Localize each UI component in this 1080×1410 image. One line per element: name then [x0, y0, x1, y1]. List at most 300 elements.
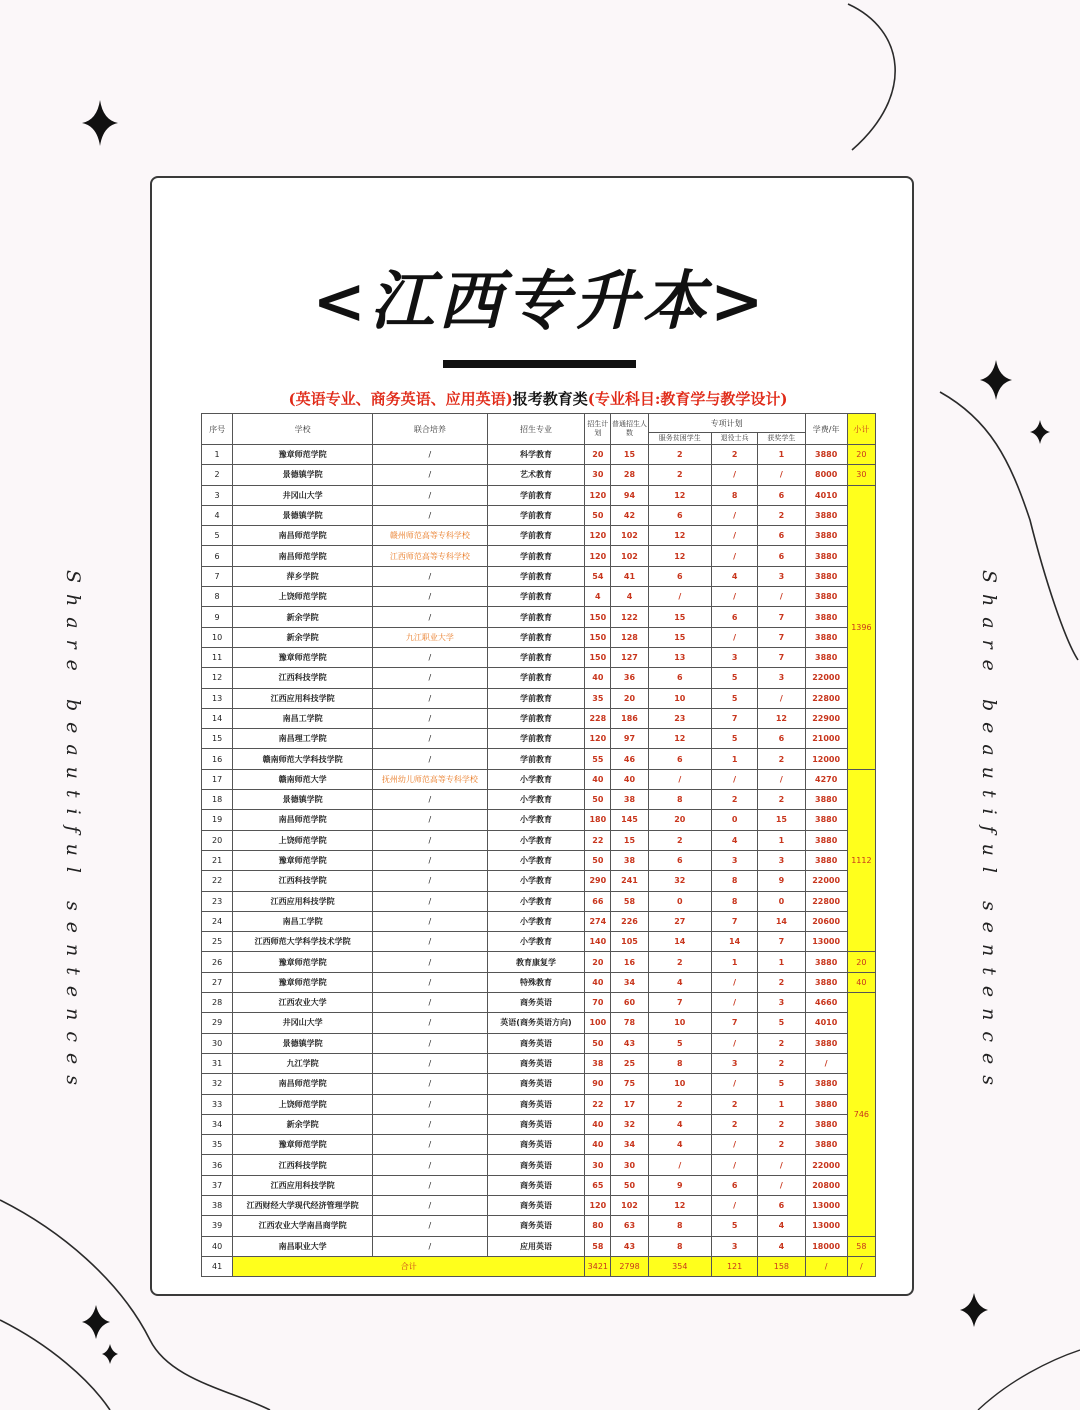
row-joint: 抚州幼儿师范高等专科学校	[373, 769, 488, 789]
row-sub1: 9	[648, 1175, 711, 1195]
row-major: 商务英语	[487, 1135, 585, 1155]
table-row	[202, 850, 876, 870]
row-school: 江西农业大学	[233, 993, 373, 1013]
row-sub3: 14	[758, 911, 805, 931]
row-plan: 65	[585, 1175, 611, 1195]
total-index: 41	[202, 1256, 233, 1276]
row-tuition: 3880	[805, 566, 847, 586]
row-tuition: 22000	[805, 1155, 847, 1175]
row-school: 南昌工学院	[233, 911, 373, 931]
row-school: 南昌工学院	[233, 708, 373, 728]
row-sub3: 6	[758, 1195, 805, 1215]
row-tuition: 3880	[805, 972, 847, 992]
row-plan: 40	[585, 1114, 611, 1134]
table-body	[202, 445, 876, 1277]
row-school: 江西科技学院	[233, 668, 373, 688]
row-sub3: 1	[758, 1094, 805, 1114]
table-row	[202, 1216, 876, 1236]
row-normal: 226	[611, 911, 648, 931]
row-major: 科学教育	[487, 445, 585, 465]
row-sub2: 2	[711, 445, 757, 465]
row-normal: 78	[611, 1013, 648, 1033]
row-major: 小学教育	[487, 871, 585, 891]
row-school: 萍乡学院	[233, 566, 373, 586]
row-sub2: 3	[711, 647, 757, 667]
row-tuition: 22000	[805, 871, 847, 891]
row-normal: 43	[611, 1236, 648, 1256]
row-tuition: 3880	[805, 790, 847, 810]
row-sub2: 8	[711, 891, 757, 911]
row-tuition: 3880	[805, 810, 847, 830]
row-sub1: 8	[648, 790, 711, 810]
sparkle-icon	[82, 100, 118, 146]
row-joint: /	[373, 505, 488, 525]
row-normal: 15	[611, 830, 648, 850]
row-sub1: 8	[648, 1053, 711, 1073]
row-sub1: 10	[648, 1074, 711, 1094]
row-sub3: 6	[758, 546, 805, 566]
row-sub2: 4	[711, 566, 757, 586]
row-index: 8	[202, 587, 233, 607]
row-normal: 41	[611, 566, 648, 586]
row-sub1: 13	[648, 647, 711, 667]
row-sub3: 12	[758, 708, 805, 728]
table-row	[202, 465, 876, 485]
row-normal: 241	[611, 871, 648, 891]
row-tuition: 3880	[805, 1074, 847, 1094]
row-index: 3	[202, 485, 233, 505]
row-plan: 30	[585, 465, 611, 485]
row-tuition: 8000	[805, 465, 847, 485]
row-sub3: 2	[758, 505, 805, 525]
row-joint: /	[373, 445, 488, 465]
row-plan: 30	[585, 1155, 611, 1175]
table-row	[202, 1155, 876, 1175]
table-row	[202, 1236, 876, 1256]
row-sub3: 6	[758, 526, 805, 546]
subtitle-middle: 报考教育类	[512, 390, 588, 408]
row-normal: 60	[611, 993, 648, 1013]
header-school: 学校	[233, 414, 373, 445]
row-sub2: /	[711, 587, 757, 607]
row-school: 南昌师范学院	[233, 546, 373, 566]
row-sub2: /	[711, 546, 757, 566]
row-index: 27	[202, 972, 233, 992]
row-sub3: /	[758, 769, 805, 789]
row-sub1: 2	[648, 830, 711, 850]
row-plan: 120	[585, 1195, 611, 1215]
header-major: 招生专业	[487, 414, 585, 445]
row-school: 南昌职业大学	[233, 1236, 373, 1256]
row-sub1: 6	[648, 566, 711, 586]
header-special: 专项计划	[648, 414, 805, 433]
row-tuition: 3880	[805, 1033, 847, 1053]
row-major: 商务英语	[487, 1033, 585, 1053]
row-plan: 140	[585, 932, 611, 952]
total-tuition: /	[805, 1256, 847, 1276]
row-sub3: 6	[758, 729, 805, 749]
row-plan: 58	[585, 1236, 611, 1256]
row-sub1: 2	[648, 465, 711, 485]
row-sub2: /	[711, 769, 757, 789]
sparkle-icon	[960, 1293, 988, 1327]
row-sub2: 2	[711, 1114, 757, 1134]
row-sub1: 12	[648, 485, 711, 505]
row-sub1: 12	[648, 546, 711, 566]
row-subtotal: 30	[847, 465, 875, 485]
row-sub3: 0	[758, 891, 805, 911]
row-tuition: 3880	[805, 587, 847, 607]
row-joint: /	[373, 1094, 488, 1114]
row-tuition: 13000	[805, 1195, 847, 1215]
row-major: 特殊教育	[487, 972, 585, 992]
row-subtotal: 746	[847, 993, 875, 1237]
header-subtotal: 小计	[847, 414, 875, 445]
row-normal: 16	[611, 952, 648, 972]
table-row	[202, 729, 876, 749]
row-sub2: 14	[711, 932, 757, 952]
table-row	[202, 932, 876, 952]
row-sub2: 5	[711, 688, 757, 708]
row-major: 商务英语	[487, 1216, 585, 1236]
row-index: 7	[202, 566, 233, 586]
row-normal: 50	[611, 1175, 648, 1195]
row-major: 小学教育	[487, 830, 585, 850]
row-sub3: 2	[758, 1114, 805, 1134]
row-normal: 34	[611, 972, 648, 992]
row-tuition: 13000	[805, 932, 847, 952]
table-row	[202, 810, 876, 830]
row-school: 豫章师范学院	[233, 445, 373, 465]
row-normal: 145	[611, 810, 648, 830]
row-sub1: 20	[648, 810, 711, 830]
row-sub1: /	[648, 769, 711, 789]
row-sub3: 9	[758, 871, 805, 891]
row-school: 赣南师范大学	[233, 769, 373, 789]
row-joint: /	[373, 790, 488, 810]
row-major: 商务英语	[487, 1053, 585, 1073]
row-joint: /	[373, 647, 488, 667]
header-sub2: 退役士兵	[711, 433, 757, 445]
row-major: 学前教育	[487, 526, 585, 546]
row-major: 学前教育	[487, 627, 585, 647]
row-index: 1	[202, 445, 233, 465]
row-sub2: 5	[711, 1216, 757, 1236]
row-school: 南昌师范学院	[233, 526, 373, 546]
row-sub2: 1	[711, 952, 757, 972]
row-normal: 28	[611, 465, 648, 485]
row-plan: 150	[585, 627, 611, 647]
row-sub2: 8	[711, 871, 757, 891]
row-index: 18	[202, 790, 233, 810]
row-sub3: 7	[758, 647, 805, 667]
row-index: 28	[202, 993, 233, 1013]
row-school: 江西应用科技学院	[233, 891, 373, 911]
row-tuition: 22800	[805, 891, 847, 911]
row-sub1: 12	[648, 1195, 711, 1215]
row-school: 江西科技学院	[233, 871, 373, 891]
row-joint: /	[373, 1135, 488, 1155]
row-sub3: 1	[758, 952, 805, 972]
row-major: 学前教育	[487, 647, 585, 667]
row-normal: 15	[611, 445, 648, 465]
row-sub1: 23	[648, 708, 711, 728]
row-sub2: /	[711, 526, 757, 546]
row-tuition: 20800	[805, 1175, 847, 1195]
row-tuition: 3880	[805, 830, 847, 850]
row-school: 新余学院	[233, 1114, 373, 1134]
row-major: 小学教育	[487, 810, 585, 830]
row-tuition: 13000	[805, 1216, 847, 1236]
row-school: 景德镇学院	[233, 505, 373, 525]
row-major: 学前教育	[487, 668, 585, 688]
row-major: 小学教育	[487, 769, 585, 789]
row-major: 学前教育	[487, 749, 585, 769]
row-school: 南昌理工学院	[233, 729, 373, 749]
row-sub3: 5	[758, 1074, 805, 1094]
row-plan: 120	[585, 526, 611, 546]
row-tuition: 4010	[805, 485, 847, 505]
row-sub1: 8	[648, 1216, 711, 1236]
row-sub2: 8	[711, 485, 757, 505]
table-row	[202, 1013, 876, 1033]
row-index: 12	[202, 668, 233, 688]
table-row	[202, 1175, 876, 1195]
table-row	[202, 526, 876, 546]
row-major: 小学教育	[487, 932, 585, 952]
row-sub1: 4	[648, 1135, 711, 1155]
row-major: 商务英语	[487, 1175, 585, 1195]
row-index: 29	[202, 1013, 233, 1033]
row-plan: 50	[585, 1033, 611, 1053]
row-school: 井冈山大学	[233, 1013, 373, 1033]
row-subtotal: 1112	[847, 769, 875, 952]
row-plan: 180	[585, 810, 611, 830]
header-joint: 联合培养	[373, 414, 488, 445]
row-sub1: 5	[648, 1033, 711, 1053]
row-sub2: /	[711, 1135, 757, 1155]
row-plan: 120	[585, 485, 611, 505]
sparkle-icon	[1030, 420, 1050, 444]
row-major: 英语(商务英语方向)	[487, 1013, 585, 1033]
row-plan: 40	[585, 972, 611, 992]
row-sub2: 7	[711, 911, 757, 931]
row-tuition: 3880	[805, 505, 847, 525]
row-normal: 34	[611, 1135, 648, 1155]
row-school: 井冈山大学	[233, 485, 373, 505]
row-plan: 120	[585, 546, 611, 566]
row-normal: 36	[611, 668, 648, 688]
table-row	[202, 587, 876, 607]
sparkle-icon	[82, 1305, 110, 1339]
row-sub3: /	[758, 1175, 805, 1195]
row-normal: 128	[611, 627, 648, 647]
row-sub2: 5	[711, 668, 757, 688]
table-row	[202, 830, 876, 850]
row-plan: 20	[585, 952, 611, 972]
row-major: 小学教育	[487, 790, 585, 810]
row-school: 江西农业大学南昌商学院	[233, 1216, 373, 1236]
row-tuition: 3880	[805, 647, 847, 667]
row-joint: /	[373, 1236, 488, 1256]
row-school: 豫章师范学院	[233, 850, 373, 870]
row-sub1: 4	[648, 1114, 711, 1134]
row-school: 豫章师范学院	[233, 1135, 373, 1155]
row-major: 商务英语	[487, 993, 585, 1013]
row-sub3: 3	[758, 993, 805, 1013]
row-sub2: /	[711, 1155, 757, 1175]
row-major: 学前教育	[487, 485, 585, 505]
row-joint: /	[373, 850, 488, 870]
table-row	[202, 566, 876, 586]
row-index: 17	[202, 769, 233, 789]
row-normal: 42	[611, 505, 648, 525]
table-row	[202, 891, 876, 911]
table-row	[202, 1094, 876, 1114]
row-index: 38	[202, 1195, 233, 1215]
row-plan: 50	[585, 505, 611, 525]
row-index: 2	[202, 465, 233, 485]
row-plan: 70	[585, 993, 611, 1013]
row-sub2: /	[711, 993, 757, 1013]
row-tuition: 3880	[805, 445, 847, 465]
row-tuition: 3880	[805, 1135, 847, 1155]
row-joint: /	[373, 1074, 488, 1094]
row-plan: 150	[585, 607, 611, 627]
row-sub2: 2	[711, 790, 757, 810]
row-plan: 54	[585, 566, 611, 586]
row-sub2: /	[711, 505, 757, 525]
row-major: 学前教育	[487, 546, 585, 566]
row-joint: /	[373, 1053, 488, 1073]
row-tuition: 4010	[805, 1013, 847, 1033]
row-sub3: 7	[758, 932, 805, 952]
table-row	[202, 1114, 876, 1134]
row-sub3: 3	[758, 566, 805, 586]
row-sub2: /	[711, 1074, 757, 1094]
row-sub2: 3	[711, 850, 757, 870]
header-normal: 普通招生人数	[611, 414, 648, 445]
table-row	[202, 647, 876, 667]
table-row	[202, 972, 876, 992]
table-row	[202, 769, 876, 789]
row-school: 新余学院	[233, 607, 373, 627]
row-index: 26	[202, 952, 233, 972]
row-tuition: 22800	[805, 688, 847, 708]
row-plan: 20	[585, 445, 611, 465]
row-sub3: /	[758, 465, 805, 485]
row-index: 6	[202, 546, 233, 566]
row-index: 39	[202, 1216, 233, 1236]
row-sub2: /	[711, 465, 757, 485]
row-tuition: 3880	[805, 627, 847, 647]
table-row	[202, 1135, 876, 1155]
row-joint: /	[373, 587, 488, 607]
subtitle-suffix: (专业科目:教育学与教学设计)	[587, 390, 788, 408]
row-sub2: 7	[711, 1013, 757, 1033]
row-school: 江西应用科技学院	[233, 688, 373, 708]
row-index: 37	[202, 1175, 233, 1195]
row-tuition: 4660	[805, 993, 847, 1013]
row-sub1: 6	[648, 749, 711, 769]
row-tuition: 22900	[805, 708, 847, 728]
row-plan: 4	[585, 587, 611, 607]
table-row	[202, 1195, 876, 1215]
row-sub3: 2	[758, 790, 805, 810]
row-school: 新余学院	[233, 627, 373, 647]
table-row	[202, 952, 876, 972]
row-plan: 66	[585, 891, 611, 911]
table-row	[202, 871, 876, 891]
row-index: 25	[202, 932, 233, 952]
row-school: 江西科技学院	[233, 1155, 373, 1175]
row-index: 35	[202, 1135, 233, 1155]
row-sub1: 12	[648, 729, 711, 749]
row-sub1: 6	[648, 505, 711, 525]
row-tuition: 3880	[805, 546, 847, 566]
row-sub2: /	[711, 627, 757, 647]
row-normal: 58	[611, 891, 648, 911]
row-plan: 22	[585, 830, 611, 850]
row-index: 14	[202, 708, 233, 728]
row-sub2: 4	[711, 830, 757, 850]
title-underline	[443, 360, 636, 368]
row-joint: /	[373, 810, 488, 830]
row-joint: 江西师范高等专科学校	[373, 546, 488, 566]
header-sub3: 获奖学生	[758, 433, 805, 445]
row-school: 上饶师范学院	[233, 1094, 373, 1114]
row-plan: 80	[585, 1216, 611, 1236]
row-joint: /	[373, 871, 488, 891]
row-plan: 50	[585, 790, 611, 810]
subtitle-prefix: (英语专业、商务英语、应用英语)	[288, 390, 513, 408]
row-tuition: 12000	[805, 749, 847, 769]
table-row	[202, 1033, 876, 1053]
row-index: 36	[202, 1155, 233, 1175]
row-major: 艺术教育	[487, 465, 585, 485]
row-normal: 122	[611, 607, 648, 627]
row-school: 上饶师范学院	[233, 587, 373, 607]
table-row	[202, 505, 876, 525]
row-plan: 150	[585, 647, 611, 667]
side-text-right: Share beautiful sentences	[978, 570, 1000, 1096]
row-school: 豫章师范学院	[233, 952, 373, 972]
row-joint: 九江职业大学	[373, 627, 488, 647]
row-joint: /	[373, 993, 488, 1013]
row-index: 9	[202, 607, 233, 627]
row-school: 江西应用科技学院	[233, 1175, 373, 1195]
row-index: 5	[202, 526, 233, 546]
row-normal: 40	[611, 769, 648, 789]
row-sub1: 2	[648, 1094, 711, 1114]
row-tuition: 21000	[805, 729, 847, 749]
row-school: 赣南师范大学科技学院	[233, 749, 373, 769]
table-subtitle	[200, 388, 876, 409]
row-index: 21	[202, 850, 233, 870]
row-school: 江西师范大学科学技术学院	[233, 932, 373, 952]
row-normal: 105	[611, 932, 648, 952]
row-index: 22	[202, 871, 233, 891]
row-tuition: 3880	[805, 952, 847, 972]
row-index: 32	[202, 1074, 233, 1094]
row-sub2: 2	[711, 1094, 757, 1114]
sparkle-icon	[102, 1344, 118, 1364]
sparkle-icon	[980, 360, 1012, 400]
row-normal: 75	[611, 1074, 648, 1094]
table-row	[202, 749, 876, 769]
row-joint: /	[373, 1155, 488, 1175]
row-sub3: 7	[758, 627, 805, 647]
